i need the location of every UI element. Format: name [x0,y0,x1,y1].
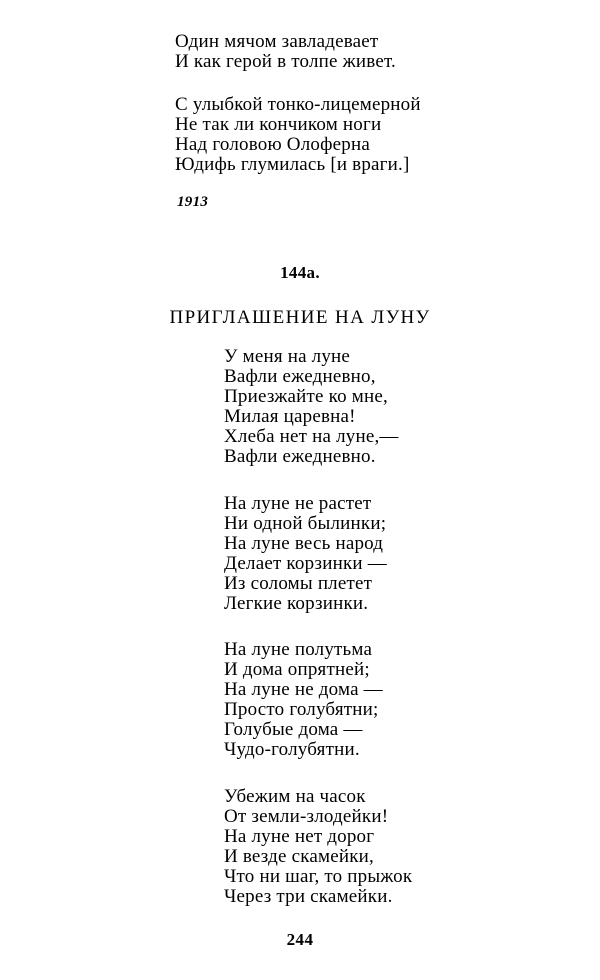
poem-line: На луне полутьма [224,639,373,660]
poem-line: Делает корзинки — [224,553,387,574]
previous-poem-stanza-2 [175,95,421,175]
poem-line: Милая царевна! [224,406,356,427]
poem-stanza-1 [224,347,399,467]
poem-line: И дома опрятней; [224,659,370,680]
poem-line: У меня на луне [224,346,351,367]
poem-line: Ни одной былинки; [224,513,387,534]
poem-line: Хлеба нет на луне,— [224,426,399,447]
previous-poem-stanza-1 [175,32,396,72]
poem-line: Из соломы плетет [224,573,373,594]
poem-line: Вафли ежедневно. [224,446,376,467]
poem-line: Над головою Олоферна [175,134,370,155]
poem-line: Легкие корзинки. [224,593,369,614]
poem-line: Приезжайте ко мне, [224,386,388,407]
poem-line: Не так ли кончиком ноги [175,114,382,135]
poem-title: ПРИГЛАШЕНИЕ НА ЛУНУ [169,307,431,328]
poem-line: Просто голубятни; [224,699,379,720]
poem-line: Что ни шаг, то прыжок [224,866,413,887]
poem-line: На луне не растет [224,493,372,514]
poem-stanza-4 [224,787,412,907]
poem-line: И везде скамейки, [224,846,374,867]
poem-line: Один мячом завладевает [175,31,379,52]
poem-line: Чудо-голубятни. [224,739,360,760]
poem-line: Через три скамейки. [224,886,393,907]
poem-line: На луне нет дорог [224,826,375,847]
poem-line: Голубые дома — [224,719,363,740]
poem-line: Юдифь глумилась [и враги.] [175,154,410,175]
poem-line: И как герой в толпе живет. [175,51,396,72]
poem-stanza-2 [224,494,387,614]
poem-line: От земли-злодейки! [224,806,389,827]
poem-date: 1913 [177,194,209,210]
poem-stanza-3 [224,640,383,760]
poem-line: С улыбкой тонко-лицемерной [175,94,421,115]
poem-line: На луне не дома — [224,679,383,700]
poem-line: Убежим на часок [224,786,366,807]
page-number: 244 [286,930,314,949]
poem-line: На луне весь народ [224,533,384,554]
poem-line: Вафли ежедневно, [224,366,376,387]
poem-number: 144а. [280,263,320,282]
